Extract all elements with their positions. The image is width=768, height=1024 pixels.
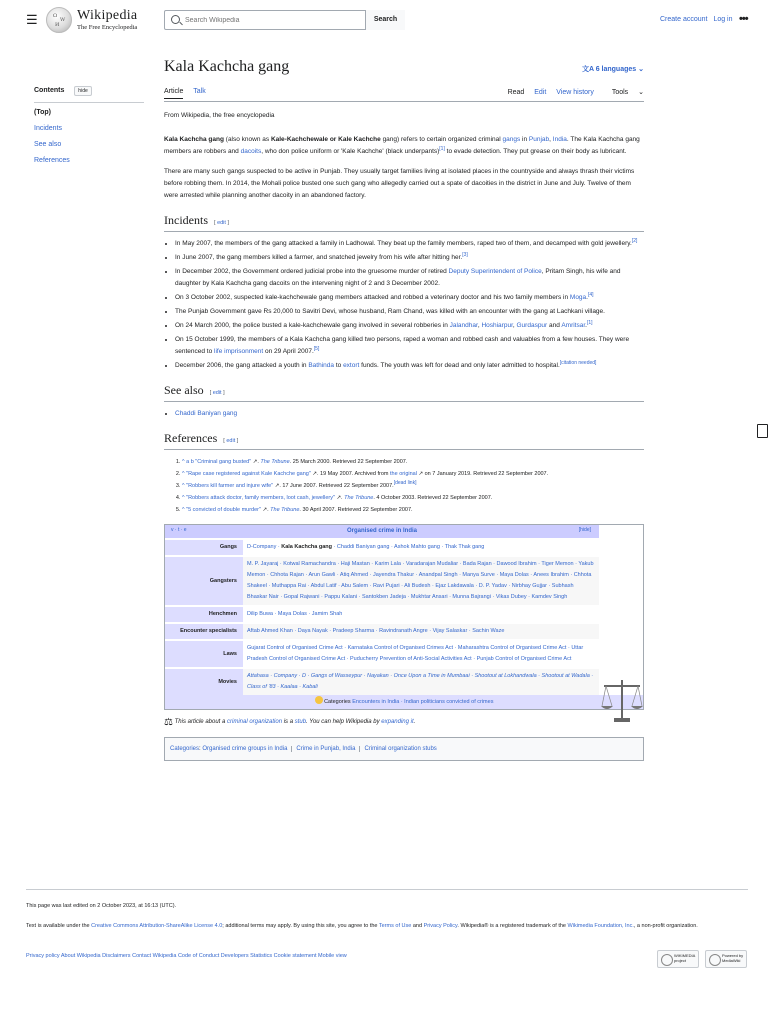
list-item [175, 334, 644, 358]
stub-icon: ⚖ [164, 717, 173, 728]
link-amritsar[interactable]: Amritsar [561, 322, 586, 329]
log-in-link[interactable]: Log in [713, 16, 733, 23]
link-extort[interactable]: extort [343, 362, 360, 369]
navbox-row-label: Laws [165, 640, 243, 668]
text: On 3 October 2002, suspected kale-kachchewale gang members attacked and robbed a veterinary doctor and his two family members in [175, 294, 570, 301]
edit-section-link[interactable]: [ edit ] [209, 390, 225, 396]
citation[interactable]: [2] [631, 238, 638, 244]
footer-link-privacy[interactable]: Privacy policy [26, 953, 60, 959]
expand-fullscreen-icon[interactable] [757, 424, 768, 438]
text: on 29 April 2007. [263, 348, 314, 355]
navbox-links[interactable]: Attahasa · Company · D · Gangs of Wasseypur · Nayakan · Once Upon a Time in Mumbaai · Shootout at Lokhandwala · Shootout at Wadala · Class of '83 · Kaalaa · Kabali [243, 668, 599, 695]
reference-item: 5. ^ "5 convicted of double murder" ↗. The Tribune. 30 April 2007. Retrieved 22 September 2007. [182, 504, 644, 516]
list-item [175, 252, 644, 264]
text: and [411, 923, 424, 929]
link-stub[interactable]: stub [294, 719, 307, 725]
text: . [413, 719, 416, 725]
bold-term-alias: Kale-Kachchewale or Kale Kachche [270, 136, 381, 143]
navbox-title[interactable]: Organised crime in India [346, 528, 418, 534]
text: This article about a [174, 719, 227, 725]
link-criminal-organization[interactable]: criminal organization [227, 719, 283, 725]
page-tabs [164, 88, 644, 102]
toc-heading-label: Contents [34, 87, 65, 94]
footer-link-disclaimers[interactable]: Disclaimers [102, 953, 131, 959]
create-account-link[interactable]: Create account [660, 16, 708, 23]
tab-view-history[interactable]: View history [556, 89, 594, 96]
text: . You can help Wikipedia by [306, 719, 382, 725]
reference-item: 2. ^ "Rape case registered against Kale Kachche gang" ↗. 19 May 2007. Archived from the original ↗ on 7 January 2019. Retrieved 22 September 2007. [182, 468, 644, 480]
navbox-row-encounter-specialists [165, 623, 643, 640]
toc-item-see-also[interactable]: See also [34, 141, 62, 148]
reference-link[interactable]: "5 convicted of double murder" [186, 507, 261, 513]
edit-section-link[interactable]: [ edit ] [214, 220, 229, 226]
edit-section-link[interactable]: [ edit ] [223, 438, 239, 444]
badge-text: Powered by [722, 953, 744, 958]
link-gurdaspur[interactable]: Gurdaspur [516, 322, 548, 329]
reference-item: 4. ^ "Robbers attack doctor, family members, loot cash, jewellery" ↗. The Tribune. 4 October 2003. Retrieved 22 September 2007. [182, 492, 644, 504]
text: On 15 October 1999, the members of a Kala Kachcha gang killed two persons, raped a woman and robbed cash and valuables from a few houses. They were sentenced to [175, 336, 630, 355]
list-item: • On 3 October 2002, suspected kale-kachchewale gang members attacked and robbed a veterinary doctor and his two family members in Moga.[4] [175, 292, 644, 304]
navbox-current-page: Kala Kachcha gang [281, 544, 332, 550]
link-expanding[interactable]: expanding it [381, 719, 414, 725]
navbox-organised-crime [164, 524, 644, 710]
navbox-title-row [165, 525, 599, 539]
text: ; additional terms may apply. By using this site, you agree to the [222, 923, 379, 929]
footer-link-contact[interactable]: Contact Wikipedia [132, 953, 177, 959]
wmf-link[interactable]: Wikimedia Foundation, Inc. [567, 923, 634, 929]
tools-menu[interactable] [604, 89, 644, 96]
more-options-icon[interactable]: ••• [739, 13, 748, 25]
text: on 7 January 2019. Retrieved 22 September 2007. [423, 471, 549, 477]
navbox-row-movies [165, 668, 643, 695]
citation[interactable]: [1] [439, 146, 445, 152]
text: to evade detection. They put grease on their body as lubricant. [444, 148, 627, 155]
link-hoshiarpur[interactable]: Hoshiarpur [481, 322, 513, 329]
incidents-heading [164, 214, 644, 232]
navbox-row-label: Encounter specialists [165, 623, 243, 640]
link-jalandhar[interactable]: Jalandhar [449, 322, 478, 329]
list-item: • On 24 March 2000, the police busted a kale-kachchewale gang involved in several robberies in Jalandhar, Hoshiarpur, Gurdaspur and Amritsar.[1] [175, 320, 644, 332]
language-count: 6 languages [595, 66, 637, 73]
reference-link[interactable]: "Robbers attack doctor, family members, loot cash, jewellery" [186, 495, 335, 501]
link-chaddi-baniyan-gang[interactable]: Chaddi Baniyan gang [175, 410, 238, 417]
link-bathinda[interactable]: Bathinda [308, 362, 335, 369]
navbox-hide-button[interactable]: [hide] [578, 527, 591, 533]
text: , who don police uniform or 'Kale Kachche' (black underpants) [261, 148, 440, 155]
publisher-link[interactable]: The Tribune [270, 507, 300, 513]
text: December 2006, the gang attacked a youth in [175, 362, 309, 369]
archive-link[interactable]: the original [390, 471, 417, 477]
text: . The Kala Kachcha gang members are robbers and [164, 136, 640, 155]
text: In May 2007, the members of the gang attacked a family in Ladhowal. They beat up the family members, raped two of them, and decamped with gold jewellery. [175, 240, 632, 247]
heading-label: References [164, 431, 218, 445]
category-link[interactable]: Criminal organization stubs [364, 746, 437, 752]
references-list [164, 456, 644, 516]
footer-link-statistics[interactable]: Statistics [250, 953, 273, 959]
list-item [175, 266, 644, 290]
citation[interactable]: [4] [587, 292, 594, 298]
link-dacoits[interactable]: dacoits [240, 148, 262, 155]
text: . 4 October 2003. Retrieved 22 September 2007. [373, 495, 493, 501]
chevron-down-icon: ⌄ [638, 66, 644, 73]
footer-link-code-of-conduct[interactable]: Code of Conduct [177, 953, 220, 959]
link-moga[interactable]: Moga [569, 294, 587, 301]
link-gangs[interactable]: gangs [502, 136, 521, 143]
list-item [175, 238, 644, 250]
toc-divider [34, 102, 144, 103]
page-title: Kala Kachcha gang [164, 58, 290, 75]
toc-hide-button[interactable]: hide [74, 86, 91, 96]
language-selector[interactable] [582, 64, 644, 74]
tab-read[interactable]: Read [507, 89, 525, 96]
user-links [660, 16, 733, 23]
tools-label: Tools [611, 89, 629, 96]
footer-link-about[interactable]: About Wikipedia [60, 953, 101, 959]
terms-link[interactable]: Terms of Use [378, 923, 412, 929]
search-icon [171, 15, 180, 24]
category-box: Categories: Organised crime groups in India Crime in Punjab, India Criminal organization stubs [164, 737, 644, 761]
article-body [164, 134, 644, 761]
text: On 24 March 2000, the police busted a kale-kachchewale gang involved in several robberies in [175, 322, 450, 329]
reference-link[interactable]: "Rape case registered against Kale Kachche gang" [186, 471, 311, 477]
footer-link-developers[interactable]: Developers [220, 953, 249, 959]
see-also-list [164, 408, 644, 420]
text: (also known as [223, 136, 271, 143]
site-header [0, 0, 768, 40]
navbox-row-gangs [165, 539, 643, 556]
citation-needed[interactable]: [citation needed] [559, 360, 597, 366]
navbox-row-label: Gangsters [165, 556, 243, 606]
text: . 30 April 2007. Retrieved 22 September 2007. [299, 507, 413, 513]
navbox-row-laws [165, 640, 643, 668]
navbox-links[interactable]: M. P. Jayaraj · Kotwal Ramachandra · Haji Mastan · Karim Lala · Varadarajan Mudaliar · Bada Rajan · Dawood Ibrahim · Tiger Memon · Yakub Memon · Chhota Rajan · Arun Gawli · Atiq Ahmed · Jayendra Thakur · Anandpal Singh · Manya Surve · Maya Dolas · Anees Ibrahim · Chhota Shakeel · Muthappa Rai · Abdul Latif · Abu Salem · Ravi Pujari · Ali Budesh · Ejaz Lakdawala · D. P. Yadav · Nirbhay Gujjar · Subhash Bhaskar Nair · Gopal Rajwani · Pappu Kalani · Santokben Jadeja · Mukhtar Ansari · Munna Bajrangi · Vikas Dubey · Kamdev Singh [243, 556, 599, 606]
navbox-categories [165, 695, 643, 709]
navbox-row-henchmen [165, 606, 643, 623]
scales-of-justice-icon [600, 676, 644, 726]
navbox-row-label: Gangs [165, 539, 243, 556]
list-item [175, 408, 644, 420]
toc-item-incidents[interactable]: Incidents [34, 125, 63, 132]
link-life-imprisonment[interactable]: life imprisonment [214, 348, 264, 355]
powered-by-mediawiki-badge[interactable] [705, 950, 747, 968]
table-of-contents [34, 86, 144, 173]
link-india[interactable]: India [552, 136, 567, 143]
badge-text: WIKIMEDIA [674, 953, 696, 958]
toc-item-references[interactable]: References [34, 157, 70, 164]
text: gang) refers to certain organized criminal [380, 136, 503, 143]
edit-link[interactable]: edit [212, 390, 222, 396]
second-paragraph: There are many such gangs suspected to be active in Punjab. They usually target families living at isolated places in the countryside and always thrash their victims before robbing them. In 2014, the Mohali police busted one such gang who allegedly carried out a spate of dacoities in the district in June and July. Twelve of them were arrested while planning another dacoity in an abandoned factory. [164, 168, 635, 199]
wikimedia-project-badge[interactable] [657, 950, 699, 968]
navbox-vte-links[interactable]: v · t · e [171, 527, 187, 533]
search-button[interactable]: Search [365, 10, 405, 30]
incidents-list [164, 238, 644, 372]
dead-link-tag[interactable]: [dead link] [393, 480, 417, 486]
references-heading [164, 432, 644, 450]
text: . 19 May 2007. Archived from [316, 471, 391, 477]
categories-link[interactable]: Categories [170, 746, 200, 752]
text: Text is available under the [26, 923, 92, 929]
navbox-row-label: Henchmen [165, 606, 243, 623]
navbox-cat-links[interactable]: Encounters in India · Indian politicians convicted of crimes [352, 699, 494, 705]
link-dsp[interactable]: Deputy Superintendent of Police [448, 268, 542, 275]
list-item [175, 360, 644, 372]
category-icon [315, 696, 323, 704]
navbox-links[interactable]: D-Company · [247, 544, 282, 550]
citation[interactable]: [5] [313, 346, 320, 352]
text: . 25 March 2000. Retrieved 22 September 2007. [289, 459, 408, 465]
translate-icon: 文A [581, 66, 594, 73]
last-edited: This page was last edited on 2 October 2023, at 16:13 (UTC). [26, 903, 177, 909]
badge-text: project [674, 958, 687, 963]
reference-link[interactable]: "Robbers kill farmer and injure wife" [186, 483, 274, 489]
stub-notice [164, 716, 644, 729]
heading-label: See also [164, 383, 204, 397]
license-link[interactable]: Creative Commons Attribution-ShareAlike License 4.0 [91, 923, 223, 929]
search-input[interactable] [183, 13, 343, 27]
reference-item: 1. ^ a b "Criminal gang busted" ↗. The Tribune. 25 March 2000. Retrieved 22 September 2007. [182, 456, 644, 468]
text: , a non-profit organization. [633, 923, 698, 929]
navbox-row-gangsters [165, 556, 643, 606]
toc-heading [34, 86, 144, 96]
site-subtitle: From Wikipedia, the free encyclopedia [164, 112, 275, 119]
reference-item: 3. ^ "Robbers kill farmer and injure wife" ↗. 17 June 2007. Retrieved 22 September 2007.[dead link] [182, 480, 644, 492]
publisher-link[interactable]: The Tribune [260, 459, 290, 465]
reference-link[interactable]: "Criminal gang busted" [195, 459, 252, 465]
tools-chevron-icon: ⌄ [638, 89, 644, 96]
text: In June 2007, the gang members killed a farmer, and snatched jewelry from his wife after hitting her. [175, 254, 463, 261]
badge-text: MediaWiki [722, 958, 741, 963]
text: , [549, 136, 553, 143]
footer-link-mobile-view[interactable]: Mobile view [318, 953, 347, 959]
intro-paragraph [164, 134, 644, 158]
toc-item-top[interactable]: (Top) [34, 109, 51, 116]
footer-links [26, 953, 347, 959]
publisher-link[interactable]: The Tribune [344, 495, 374, 501]
tab-edit[interactable]: Edit [534, 89, 547, 96]
navbox-links[interactable]: Gujarat Control of Organised Crime Act · Karnataka Control of Organised Crimes Act · Maharashtra Control of Organised Crime Act · Uttar Pradesh Control of Organised Crime Act · Puducherry Prevention of Anti-Social Activities Act · Punjab Control of Organised Crime Act [243, 640, 599, 668]
text: to [334, 362, 344, 369]
text: . 17 June 2007. Retrieved 22 September 2007. [279, 483, 394, 489]
see-also-heading [164, 384, 644, 402]
text: and [547, 322, 562, 329]
category-link[interactable]: Organised crime groups in India [202, 746, 288, 752]
bold-term: Kala Kachcha gang [164, 136, 224, 143]
edit-link[interactable]: edit [226, 438, 236, 444]
wikipedia-globe-logo[interactable]: Ω W И [46, 7, 72, 33]
footer-link-cookie[interactable]: Cookie statement [273, 953, 317, 959]
navbox-links[interactable]: Dilip Buwa · Maya Dolas · Jamim Shah [243, 606, 599, 623]
navbox-links[interactable]: · Chaddi Baniyan gang · Ashok Mahto gang · Thak Thak gang [331, 544, 485, 550]
logo-wordmark[interactable]: Wikipedia [77, 8, 138, 23]
tab-article[interactable]: Article [164, 88, 183, 99]
navbox-links[interactable]: Aftab Ahmed Khan · Daya Nayak · Pradeep Sharma · Ravindranath Angre · Vijay Salaskar · Sachin Waze [243, 623, 599, 640]
navbox-cat-label: Categories [324, 699, 351, 705]
main-menu-icon[interactable]: ☰ [26, 12, 38, 27]
edit-link[interactable]: edit [217, 220, 226, 226]
text: . Wikipedia® is a registered trademark of the [457, 923, 568, 929]
license-text [26, 921, 736, 932]
text: is a [282, 719, 295, 725]
text: in [520, 136, 529, 143]
heading-label: Incidents [164, 213, 208, 227]
text: , Pritam Singh, his wife and daughter by Kala Kachcha gang dacoits on the intervening night of 2 and 3 December 2002. [175, 268, 621, 287]
category-link[interactable]: Crime in Punjab, India [296, 746, 356, 752]
link-punjab[interactable]: Punjab [528, 136, 550, 143]
citation[interactable]: [3] [462, 252, 468, 258]
citation[interactable]: [1] [586, 320, 593, 326]
text: funds. The youth was left for dead and only later admitted to hospital. [359, 362, 560, 369]
footer-divider [26, 889, 748, 890]
privacy-link[interactable]: Privacy Policy [423, 923, 458, 929]
text: In December 2002, the Government ordered judicial probe into the gruesome murder of retired [175, 268, 449, 275]
list-item: • The Punjab Government gave Rs 20,000 to Savitri Devi, whose husband, Ram Chand, was killed with an encounter with the gang at Lachkani village. [175, 306, 644, 318]
tab-talk[interactable]: Talk [193, 88, 206, 95]
logo-tagline: The Free Encyclopedia [77, 24, 138, 31]
navbox-row-label: Movies [165, 668, 243, 695]
